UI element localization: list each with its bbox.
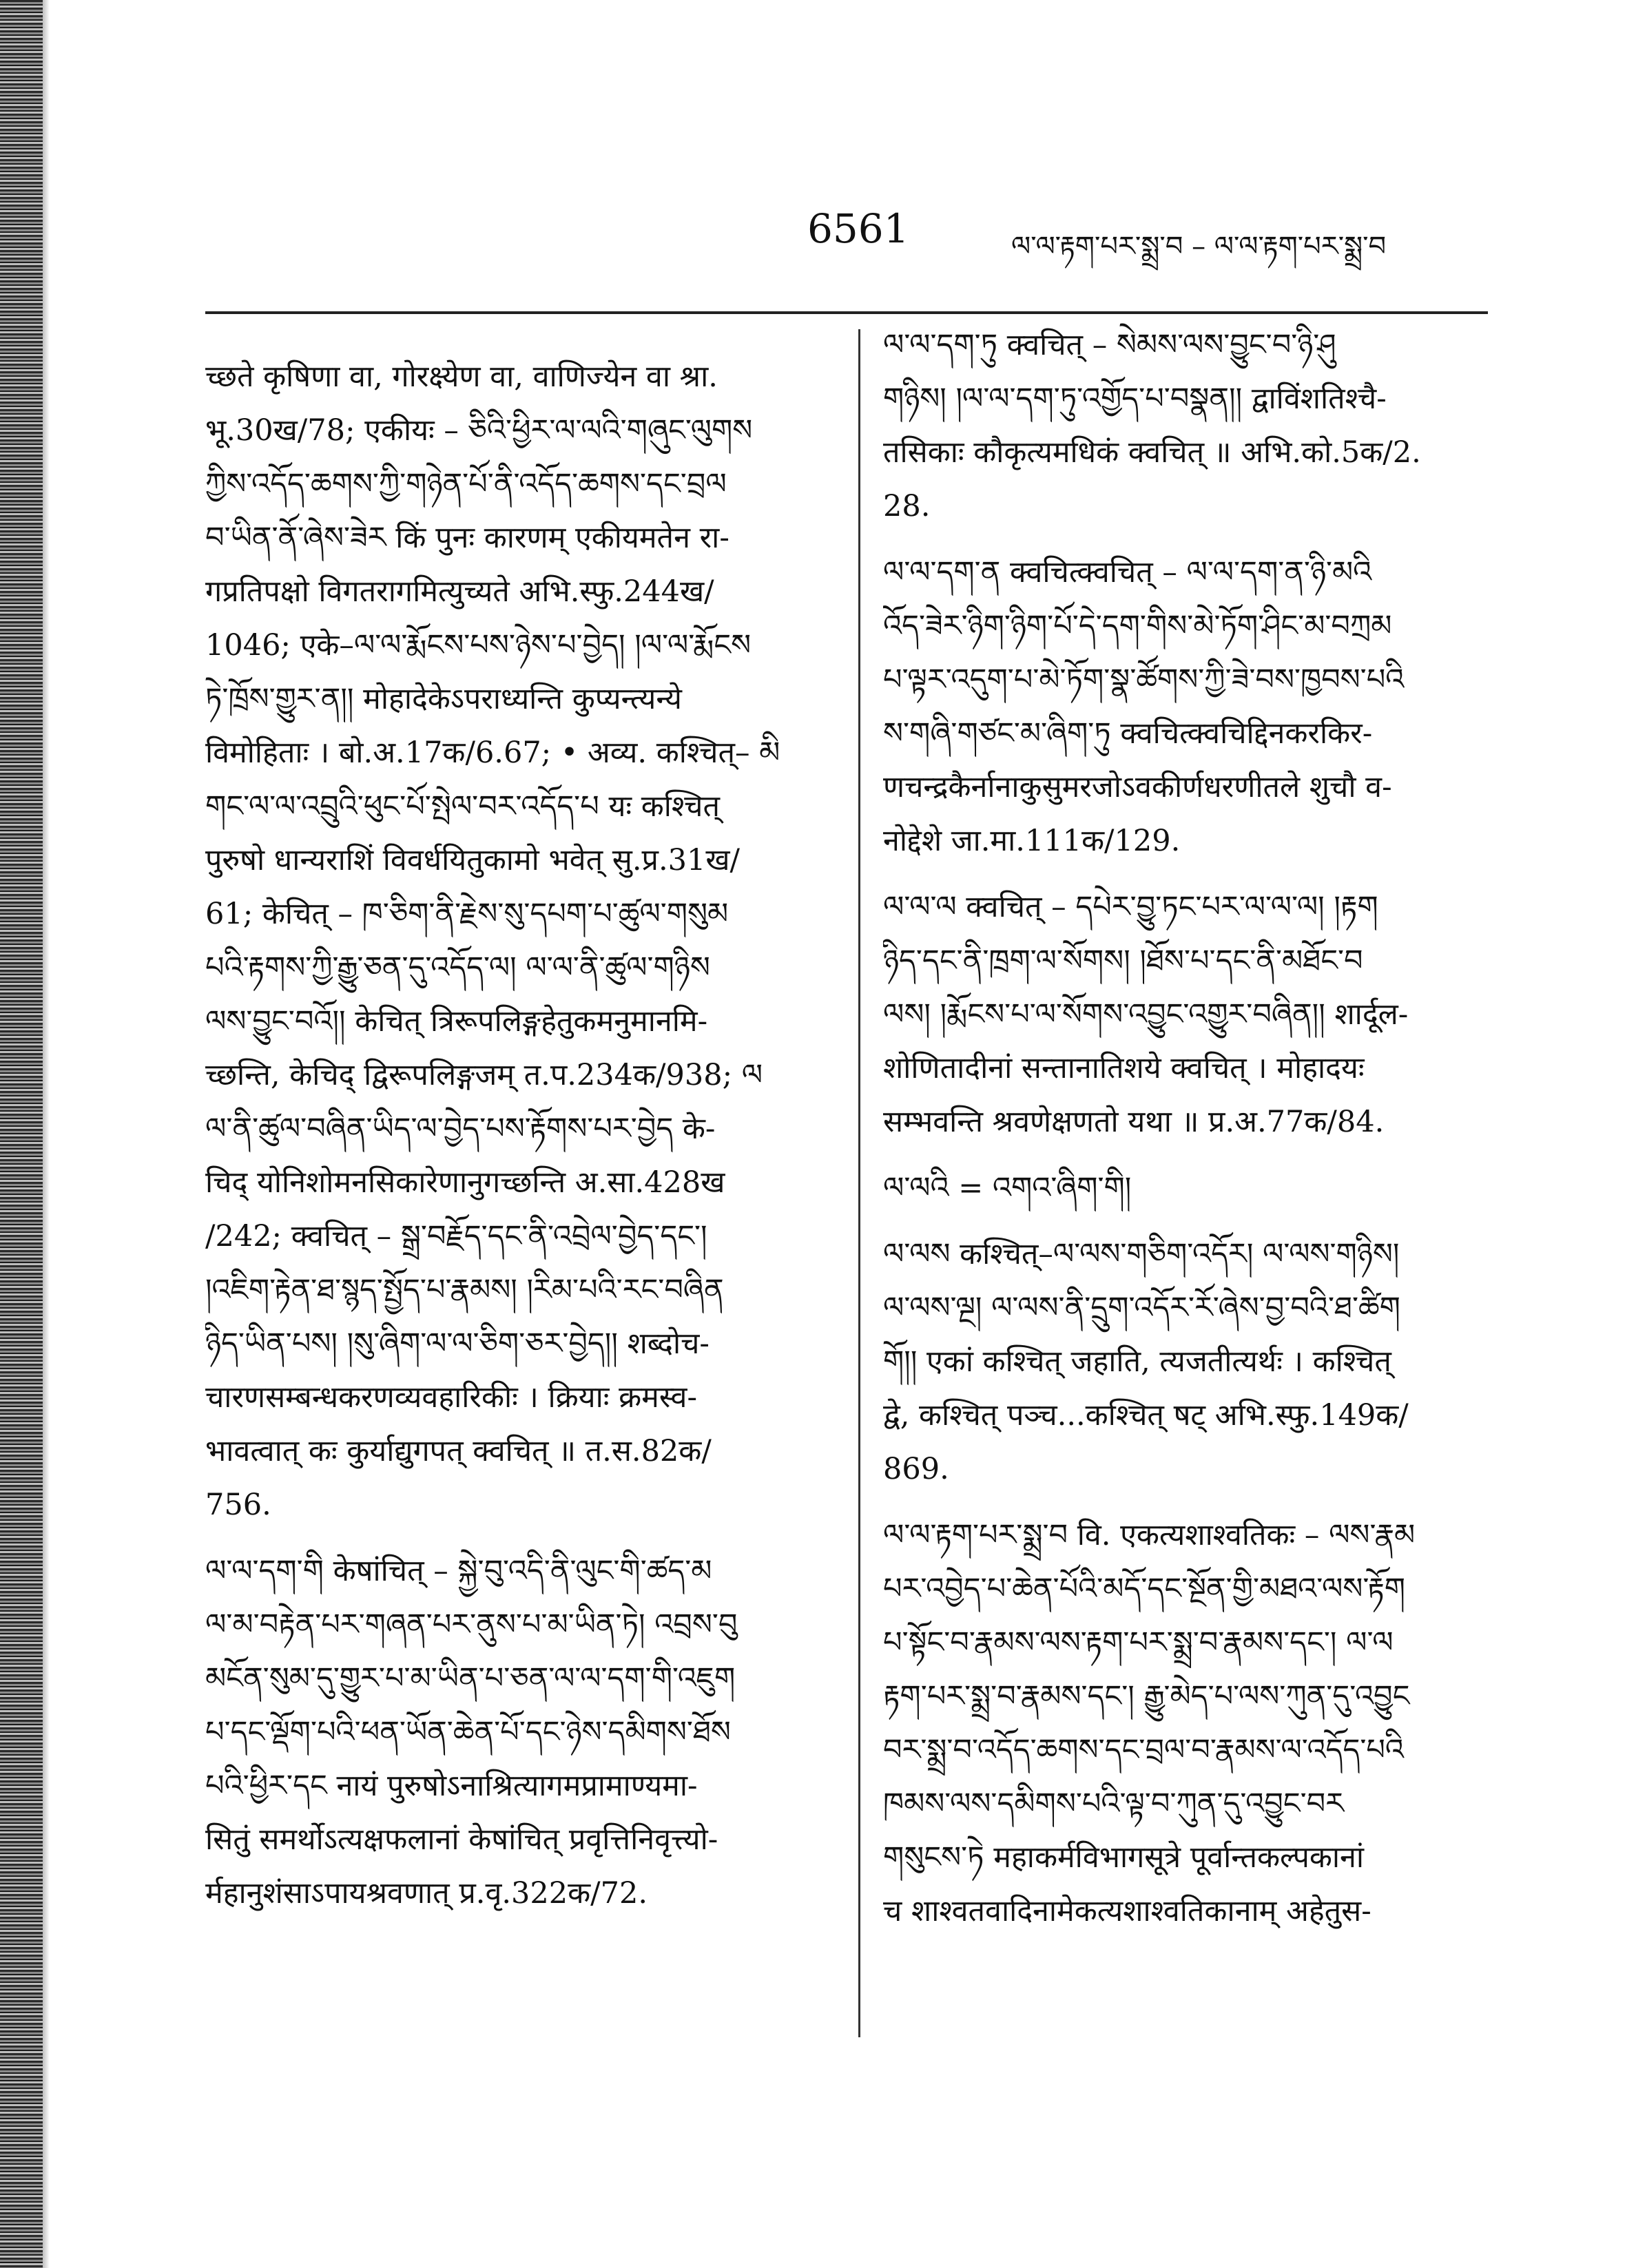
header-rule [205, 311, 1488, 314]
dictionary-entry [883, 1508, 1481, 1938]
entry-line: ཉིད་ཡིན་པས། །སུ་ཞིག་ལ་ལ་ཅིག་ཅར་བྱེད།། शब्दोच- [205, 1327, 710, 1361]
entry-line: ལ་ནི་ཚུལ་བཞིན་ཡིད་ལ་བྱེད་པས་རྟོགས་པར་བྱེད के- [205, 1112, 716, 1146]
entry-line: པ་ལྟར་འདུག་པ་མེ་ཏོག་སྣ་ཚོགས་ཀྱི་ཟེ་བས་ཁྱབས་པའི [883, 663, 1405, 697]
dictionary-entry [883, 545, 1481, 868]
entry-line: र्महानुशंसाऽपायश्रवणात् प्र.वृ.322क/72. [205, 1876, 648, 1911]
entry-line: नोद्देशे जा.मा.111क/129. [883, 824, 1181, 858]
edge-shadow [43, 0, 50, 2268]
entry-line: །འཇིག་རྟེན་ཐ་སྙད་སྤྱོད་པ་རྣམས། །རིམ་པའི་རང་བཞིན [205, 1273, 724, 1307]
entry-line: ལ་ལ་ལ क्वचित् – དཔེར་བྱུ་ཏང་པར་ལ་ལ་ལ། །རྟག [883, 890, 1378, 924]
entry-line: བ་ཡིན་ནོ་ཞེས་ཟེར किं पुनः कारणम् एकीयमतेन रा- [205, 521, 729, 555]
entry-line: भावत्वात् कः कुर्याद्युगपत् क्वचित् ॥ त.स.82क/ [205, 1434, 712, 1468]
entry-line: चिद् योनिशोमनसिकारेणानुगच्छन्ति अ.सा.428ख [205, 1165, 725, 1200]
dictionary-entry [883, 880, 1481, 1149]
entry-line: པ་དང་ལྡོག་པའི་ཕན་ཡོན་ཆེན་པོ་དང་ཉེས་དམིགས་ཐོས [205, 1715, 731, 1749]
entry-line: च्छन्ति, केचिद् द्विरूपलिङ्गजम् त.प.234क/938; ལ [205, 1058, 763, 1092]
entry-line: མངོན་སུམ་དུ་གྱུར་པ་མ་ཡིན་པ་ཅན་ལ་ལ་དག་གི་འཇུག [205, 1661, 736, 1696]
entry-line: གང་ལ་ལ་འབྲུའི་ཕུང་པོ་སྤེལ་བར་འདོད་པ यः कश्चित् [205, 789, 720, 824]
entry-line: तसिकाः कौकृत्यमधिकं क्वचित् ॥ अभि.को.5क/2. [883, 435, 1421, 470]
entry-line: ལ་ལས कश्चित्–ལ་ལས་གཅིག་འདོར། ལ་ལས་གཉིས། [883, 1237, 1400, 1271]
page-number: 6561 [807, 205, 909, 252]
column-divider [858, 329, 860, 2037]
entry-line: द्वे, कश्चित् पञ्च...कश्चित् षट् अभि.स्फु.149क/ [883, 1398, 1409, 1433]
entry-line: བར་སྨྲ་བ་འདོད་ཆགས་དང་བྲལ་བ་རྣམས་ལ་འདོད་པའི [883, 1733, 1405, 1767]
dictionary-entry [205, 350, 820, 1532]
entry-line: གསུངས་ཏེ महाकर्मविभागसूत्रे पूर्वान्तकल्पकानां [883, 1840, 1365, 1875]
entry-line: པར་འབྱེད་པ་ཆེན་པོའི་མདོ་དང་སྔོན་གྱི་མཐའ་ལས་རྟོག [883, 1572, 1405, 1606]
entry-line: /242; क्वचित् – སྒྲ་བརྗོད་དང་ནི་འབྲེལ་བྱེད་དང་། [205, 1219, 707, 1253]
entry-line: ལ་ལ་དག་ན क्वचित्क्वचित् – ལ་ལ་དག་ན་ཉི་མའི [883, 555, 1372, 590]
entry-line: ལ་ལ་རྟག་པར་སྨྲ་བ वि. एकत्यशाश्वतिकः – ལས་རྣམ [883, 1518, 1416, 1552]
dictionary-entry [883, 1227, 1481, 1496]
entry-line: च शाश्वतवादिनामेकत्यशाश्वतिकानाम् अहेतुस- [883, 1894, 1371, 1928]
entry-line: गप्रतिपक्षो विगतरागमित्युच्यते अभि.स्फु.244ख/ [205, 574, 714, 609]
entry-line: ཏེ་ཁྲོས་གྱུར་ན།། मोहादेकेऽपराध्यन्ति कुप्यन्त्यन्ये [205, 682, 682, 716]
entry-line: ལ་ལས་ལྔ། ལ་ལས་ནི་དྲུག་འདོར་རོ་ཞེས་བྱ་བའི་ཐ་ཚིག [883, 1291, 1400, 1325]
entry-line: ལས་བྱུང་བའོ།། केचित् त्रिरूपलिङ्गहेतुकमनुमानमि- [205, 1004, 708, 1039]
dictionary-entry [205, 1544, 820, 1920]
entry-line: པའི་རྟགས་ཀྱི་རྒྱུ་ཅན་དུ་འདོད་ལ། ལ་ལ་ནི་ཚུལ་གཉིས [205, 950, 710, 985]
entry-line: ཉིད་དང་ནི་ཁྲག་ལ་སོགས། །ཐོས་པ་དང་ནི་མཐོང་བ [883, 944, 1363, 978]
dictionary-entry [883, 1161, 1481, 1215]
entry-line: གོ།། एकां कश्चित् जहाति, त्यजतीत्यर्थः । कश्चित् [883, 1344, 1391, 1379]
entry-line: 28. [883, 489, 931, 523]
entry-line: རྟག་པར་སྨྲ་བ་རྣམས་དང་། རྒྱུ་མེད་པ་ལས་ཀུན་དུ་འབྱུང [883, 1679, 1410, 1714]
dictionary-entry [883, 318, 1481, 533]
scanned-page-edge [0, 0, 43, 2268]
entry-line: གཉིས། །ལ་ལ་དག་ཏུ་འགྱོད་པ་བསྣན།། द्वाविंशतिश्चै- [883, 382, 1387, 416]
entry-line: शोणितादीनां सन्तानातिशये क्वचित् । मोहादयः [883, 1051, 1365, 1085]
entry-line: ཀྱིས་འདོད་ཆགས་ཀྱི་གཉེན་པོ་ནི་འདོད་ཆགས་དང་བྲལ [205, 467, 727, 501]
entry-line: सम्भवन्ति श्रवणेक्षणतो यथा ॥ प्र.अ.77क/84. [883, 1105, 1385, 1139]
entry-line: 869. [883, 1452, 949, 1486]
entry-line: विमोहिताः । बो.अ.17क/6.67; • अव्य. कश्चित्– མི [205, 736, 780, 770]
entry-line: सितुं समर्थोऽत्यक्षफलानां केषांचित् प्रवृत्तिनिवृत्त्यो- [205, 1822, 718, 1857]
entry-line: པ་སྟོང་བ་རྣམས་ལས་རྟག་པར་སྨྲ་བ་རྣམས་དང་། ལ་ལ [883, 1625, 1394, 1660]
entry-line: ཁམས་ལས་དམིགས་པའི་ལྟ་བ་ཀུན་དུ་འབྱུང་བར [883, 1787, 1344, 1821]
entry-line: 756. [205, 1488, 271, 1522]
right-column [883, 318, 1481, 1950]
entry-line: པའི་ཕྱིར་དང नायं पुरुषोऽनाश्रित्यागमप्रामाण्यमा- [205, 1769, 698, 1803]
entry-line: ལ་ལ་དག་གི केषांचित् – སྐྱེ་བུ་འདི་ནི་ལུང་གི་ཚད་མ [205, 1554, 712, 1588]
entry-line: चारणसम्बन्धकरणव्यवहारिकीः । क्रियाः क्रमस्व- [205, 1380, 697, 1415]
entry-line: ལས། །རྨོངས་པ་ལ་སོགས་འབྱུང་འགྱུར་བཞིན།། शार्दूल- [883, 997, 1409, 1032]
entry-line: ལ་ལ་དག་ཏུ क्वचित् – སེམས་ལས་བྱུང་བ་ཉི་ཤུ [883, 328, 1336, 362]
entry-line: ས་གཞི་གཙང་མ་ཞིག་ཏུ क्वचित्क्वचिद्दिनकरकिर- [883, 716, 1373, 751]
entry-line: च्छते कृषिणा वा, गोरक्ष्येण वा, वाणिज्येन वा श्रा. [205, 360, 718, 394]
entry-line: འོད་ཟེར་ཉིག་ཉིག་པོ་དེ་དག་གིས་མེ་ཏོག་ཤིང་མ་བཀྲམ [883, 609, 1392, 643]
entry-line: 61; केचित् – ཁ་ཅིག་ནི་རྗེས་སུ་དཔག་པ་ཚུལ་གསུམ [205, 897, 729, 931]
entry-line: भू.30ख/78; एकीयः – ཅིའི་ཕྱིར་ལ་ལའི་གཞུང་ལུགས [205, 413, 753, 448]
entry-line: ལ་ལའི = འགའ་ཞིག་གི། [883, 1171, 1132, 1205]
entry-line: णचन्द्रकैर्नानाकुसुमरजोऽवकीर्णधरणीतले शुचौ व- [883, 770, 1392, 804]
entry-line: ལ་མ་བརྟེན་པར་གཞན་པར་ནུས་པ་མ་ཡིན་ཏེ། འབྲས་བུ [205, 1608, 738, 1642]
entry-line: 1046; एके–ལ་ལ་རྨོངས་པས་ཉེས་པ་བྱེད། །ལ་ལ་རྨོངས [205, 628, 752, 663]
running-head: ལ་ལ་རྟག་པར་སྨྲ་བ – ལ་ལ་རྟག་པར་སྨྲ་བ [1011, 231, 1387, 262]
entry-line: पुरुषो धान्यराशिं विवर्धयितुकामो भवेत् सु.प्र.31ख/ [205, 843, 741, 877]
left-column [205, 350, 820, 1933]
